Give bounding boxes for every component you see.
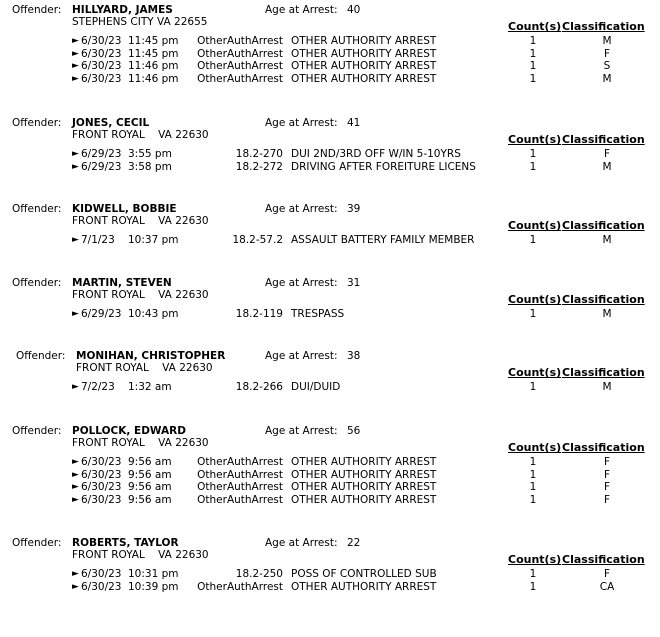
- charge-class: M: [602, 72, 612, 85]
- charge-date: 7/2/23: [81, 381, 115, 393]
- arrow-icon: ►: [72, 581, 79, 592]
- age-value: 22: [347, 537, 361, 549]
- charge-time: 9:56 am: [128, 468, 172, 481]
- age-value: 31: [347, 277, 361, 289]
- offender-label: Offender:: [12, 117, 62, 129]
- charge-code: OtherAuthArrest: [197, 72, 283, 85]
- charge-description: OTHER AUTHORITY ARREST: [291, 47, 437, 60]
- charge-count: 1: [529, 580, 537, 593]
- classification-header: Classification: [562, 553, 645, 566]
- offender-name: POLLOCK, EDWARD: [72, 425, 186, 437]
- charge-class: F: [603, 568, 611, 580]
- charge-row: [0, 234, 660, 247]
- charge-row: [0, 494, 660, 507]
- charge-date: 6/30/23: [81, 35, 122, 47]
- age-value: 39: [347, 203, 361, 215]
- arrow-icon: ►: [72, 235, 79, 245]
- charge-count: 1: [529, 481, 537, 494]
- charge-class: S: [603, 60, 611, 73]
- age-label: Age at Arrest:: [265, 203, 338, 215]
- charge-row: [0, 48, 660, 61]
- charge-date: 6/30/23: [81, 481, 122, 494]
- offender-address: STEPHENS CITY VA 22655: [72, 16, 208, 28]
- charge-class: F: [603, 47, 611, 60]
- arrow-icon: ►: [72, 457, 79, 467]
- charge-description: DUI 2ND/3RD OFF W/IN 5-10YRS: [291, 148, 461, 160]
- charge-date: 6/29/23: [81, 160, 122, 173]
- classification-header: Classification: [562, 20, 645, 33]
- charge-description: OTHER AUTHORITY ARREST: [291, 468, 437, 481]
- classification-header: Classification: [562, 219, 645, 232]
- offender-name: MARTIN, STEVEN: [72, 277, 172, 289]
- charge-time: 11:45 pm: [128, 35, 179, 47]
- offender-block: [0, 117, 660, 217]
- counts-header: Count(s): [508, 553, 562, 566]
- charge-time: 11:46 pm: [128, 72, 179, 85]
- arrow-icon: ►: [72, 482, 79, 493]
- charge-code: OtherAuthArrest: [197, 47, 283, 60]
- arrow-icon: ►: [72, 569, 79, 579]
- charge-time: 3:55 pm: [128, 148, 172, 160]
- charge-class: M: [602, 35, 612, 47]
- age-label: Age at Arrest:: [265, 537, 338, 549]
- charge-code: OtherAuthArrest: [197, 456, 283, 468]
- charge-class: M: [602, 234, 612, 246]
- charge-description: TRESPASS: [291, 308, 345, 320]
- offender-block: [0, 425, 660, 525]
- arrow-icon: ►: [72, 48, 79, 59]
- age-value: 56: [347, 425, 361, 437]
- charge-date: 6/30/23: [81, 468, 122, 481]
- offender-label: Offender:: [12, 277, 62, 289]
- arrow-icon: ►: [72, 161, 79, 172]
- charge-description: OTHER AUTHORITY ARREST: [291, 35, 437, 47]
- charge-class: F: [603, 493, 611, 506]
- offender-name: ROBERTS, TAYLOR: [72, 537, 179, 549]
- offender-address: FRONT ROYAL VA 22630: [72, 437, 209, 449]
- offender-address: FRONT ROYAL VA 22630: [72, 289, 209, 301]
- charge-date: 6/30/23: [81, 568, 122, 580]
- counts-header: Count(s): [508, 366, 562, 379]
- charge-time: 1:32 am: [128, 381, 172, 393]
- charge-class: M: [602, 308, 612, 320]
- charge-code: OtherAuthArrest: [197, 60, 283, 73]
- offender-label: Offender:: [16, 350, 66, 362]
- offender-name: JONES, CECIL: [72, 117, 150, 129]
- arrow-icon: ►: [72, 73, 79, 84]
- charge-row: [0, 481, 660, 494]
- charge-date: 6/29/23: [81, 148, 122, 160]
- age-value: 40: [347, 4, 361, 16]
- offender-name: HILLYARD, JAMES: [72, 4, 173, 16]
- charge-row: [0, 581, 660, 594]
- offender-block: [0, 537, 660, 637]
- charge-row: [0, 60, 660, 73]
- charge-count: 1: [529, 468, 537, 481]
- classification-header: Classification: [562, 441, 645, 454]
- charge-time: 11:45 pm: [128, 47, 179, 60]
- charge-class: F: [603, 481, 611, 494]
- age-value: 38: [347, 350, 361, 362]
- age-value: 41: [347, 117, 361, 129]
- offender-label: Offender:: [12, 537, 62, 549]
- charge-code: OtherAuthArrest: [197, 580, 283, 593]
- charge-time: 10:31 pm: [128, 568, 179, 580]
- charge-row: [0, 148, 660, 161]
- charge-description: OTHER AUTHORITY ARREST: [291, 60, 437, 73]
- charge-class: CA: [599, 580, 615, 593]
- charge-date: 6/30/23: [81, 456, 122, 468]
- arrow-icon: ►: [72, 494, 79, 505]
- offender-block: [0, 4, 660, 104]
- charge-count: 1: [529, 35, 537, 47]
- counts-header: Count(s): [508, 293, 562, 306]
- offender-address: FRONT ROYAL VA 22630: [72, 215, 209, 227]
- arrow-icon: ►: [72, 36, 79, 46]
- charge-class: F: [603, 456, 611, 468]
- age-label: Age at Arrest:: [265, 4, 338, 16]
- charge-class: M: [602, 160, 612, 173]
- charge-code: OtherAuthArrest: [197, 493, 283, 506]
- charge-row: [0, 73, 660, 86]
- charge-row: [0, 308, 660, 321]
- charge-code: 18.2-57.2: [232, 234, 283, 246]
- charge-time: 10:39 pm: [128, 580, 179, 593]
- charge-description: POSS OF CONTROLLED SUB: [291, 568, 437, 580]
- charge-date: 7/1/23: [81, 234, 115, 246]
- age-label: Age at Arrest:: [265, 425, 338, 437]
- arrow-icon: ►: [72, 309, 79, 319]
- charge-date: 6/30/23: [81, 493, 122, 506]
- charge-count: 1: [529, 456, 537, 468]
- charge-time: 9:56 am: [128, 456, 172, 468]
- offender-address: FRONT ROYAL VA 22630: [72, 129, 209, 141]
- classification-header: Classification: [562, 133, 645, 146]
- charge-time: 10:37 pm: [128, 234, 179, 246]
- classification-header: Classification: [562, 293, 645, 306]
- classification-header: Classification: [562, 366, 645, 379]
- arrow-icon: ►: [72, 149, 79, 159]
- charge-time: 10:43 pm: [128, 308, 179, 320]
- charge-description: DRIVING AFTER FOREITURE LICENS: [291, 160, 476, 173]
- charge-row: [0, 469, 660, 482]
- arrow-icon: ►: [72, 382, 79, 392]
- charge-count: 1: [529, 47, 537, 60]
- charge-time: 11:46 pm: [128, 60, 179, 73]
- arrow-icon: ►: [72, 61, 79, 72]
- charge-row: [0, 568, 660, 581]
- charge-code: 18.2-250: [235, 568, 283, 580]
- charge-count: 1: [529, 148, 537, 160]
- arrow-icon: ►: [72, 469, 79, 480]
- charge-row: [0, 456, 660, 469]
- charge-count: 1: [529, 234, 537, 246]
- age-label: Age at Arrest:: [265, 117, 338, 129]
- charge-row: [0, 35, 660, 48]
- charge-code: OtherAuthArrest: [197, 481, 283, 494]
- charge-description: OTHER AUTHORITY ARREST: [291, 493, 437, 506]
- age-label: Age at Arrest:: [265, 277, 338, 289]
- charge-count: 1: [529, 60, 537, 73]
- charge-time: 3:58 pm: [128, 160, 172, 173]
- charge-date: 6/30/23: [81, 72, 122, 85]
- counts-header: Count(s): [508, 219, 562, 232]
- charge-count: 1: [529, 493, 537, 506]
- charge-count: 1: [529, 160, 537, 173]
- counts-header: Count(s): [508, 133, 562, 146]
- charge-code: 18.2-272: [235, 160, 283, 173]
- charge-class: F: [603, 148, 611, 160]
- charge-code: 18.2-119: [235, 308, 283, 320]
- offender-address: FRONT ROYAL VA 22630: [76, 362, 213, 374]
- offender-label: Offender:: [12, 4, 62, 16]
- offender-name: MONIHAN, CHRISTOPHER: [76, 350, 226, 362]
- charge-row: [0, 161, 660, 174]
- charge-row: [0, 381, 660, 394]
- charge-time: 9:56 am: [128, 493, 172, 506]
- charge-time: 9:56 am: [128, 481, 172, 494]
- charge-date: 6/30/23: [81, 580, 122, 593]
- counts-header: Count(s): [508, 441, 562, 454]
- charge-description: OTHER AUTHORITY ARREST: [291, 72, 437, 85]
- charge-count: 1: [529, 568, 537, 580]
- charge-count: 1: [529, 72, 537, 85]
- offender-name: KIDWELL, BOBBIE: [72, 203, 177, 215]
- charge-description: OTHER AUTHORITY ARREST: [291, 456, 437, 468]
- charge-code: OtherAuthArrest: [197, 468, 283, 481]
- offender-address: FRONT ROYAL VA 22630: [72, 549, 209, 561]
- charge-description: DUI/DUID: [291, 381, 341, 393]
- charge-description: ASSAULT BATTERY FAMILY MEMBER: [291, 234, 475, 246]
- age-label: Age at Arrest:: [265, 350, 338, 362]
- charge-date: 6/30/23: [81, 60, 122, 73]
- charge-class: M: [602, 381, 612, 393]
- charge-class: F: [603, 468, 611, 481]
- charge-code: 18.2-270: [235, 148, 283, 160]
- charge-count: 1: [529, 381, 537, 393]
- charge-code: 18.2-266: [235, 381, 283, 393]
- charge-date: 6/30/23: [81, 47, 122, 60]
- offender-label: Offender:: [12, 203, 62, 215]
- counts-header: Count(s): [508, 20, 562, 33]
- offender-label: Offender:: [12, 425, 62, 437]
- charge-description: OTHER AUTHORITY ARREST: [291, 481, 437, 494]
- charge-description: OTHER AUTHORITY ARREST: [291, 580, 437, 593]
- charge-count: 1: [529, 308, 537, 320]
- charge-code: OtherAuthArrest: [197, 35, 283, 47]
- charge-date: 6/29/23: [81, 308, 122, 320]
